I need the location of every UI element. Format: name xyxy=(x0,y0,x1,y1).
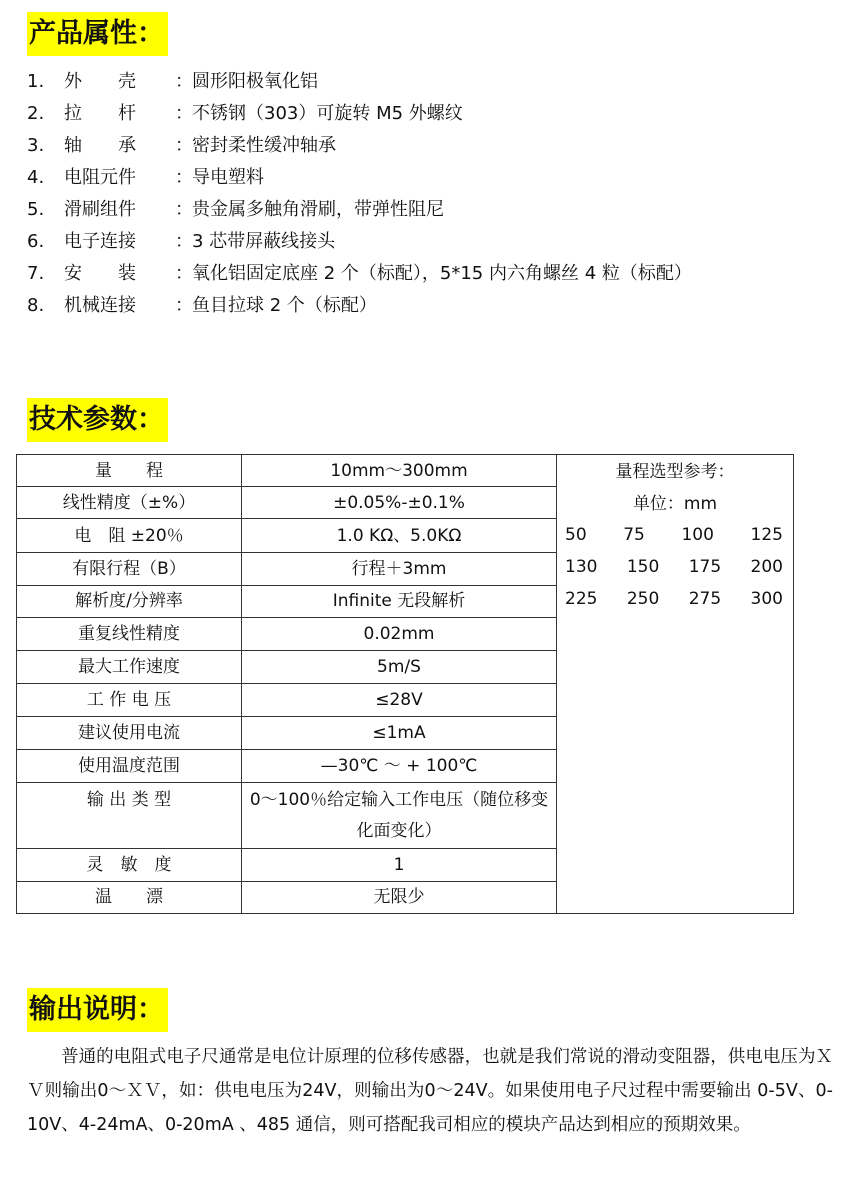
list-item: 3. 轴 承 ： 密封柔性缓冲轴承 xyxy=(27,130,827,162)
item-label: 机械连接 xyxy=(64,295,136,316)
properties-list xyxy=(27,66,827,322)
item-number: 8. xyxy=(27,295,45,316)
item-value: 不锈钢（303）可旋转 M5 外螺纹 xyxy=(192,103,463,124)
param-name: 解析度/分辨率 xyxy=(17,585,242,617)
range-ref-unit: 单位：mm xyxy=(632,494,718,514)
item-value: 氧化铝固定底座 2 个（标配），5*15 内六角螺丝 4 粒（标配） xyxy=(192,263,692,284)
param-name: 线性精度（±%） xyxy=(17,487,242,519)
param-value: 0～100％给定输入工作电压（随位移变化面变化） xyxy=(242,783,557,849)
range-value: 75 xyxy=(623,525,645,545)
item-value: 密封柔性缓冲轴承 xyxy=(192,135,336,156)
item-value: 圆形阳极氧化铝 xyxy=(192,71,318,92)
item-number: 5. xyxy=(27,199,45,220)
range-ref-row xyxy=(557,583,793,615)
item-label: 轴 承 xyxy=(64,135,136,156)
heading-product-properties: 产品属性： xyxy=(27,12,168,56)
range-value: 125 xyxy=(750,525,783,545)
tech-params-table xyxy=(16,454,794,914)
range-ref-row xyxy=(557,551,793,583)
param-name: 重复线性精度 xyxy=(17,618,242,651)
heading-output-description: 输出说明： xyxy=(27,988,168,1032)
range-value: 130 xyxy=(565,557,598,577)
item-value: 导电塑料 xyxy=(192,167,264,188)
item-label: 拉 杆 xyxy=(64,103,136,124)
item-number: 7. xyxy=(27,263,45,284)
param-value: 无限少 xyxy=(242,881,557,913)
item-label: 滑刷组件 xyxy=(64,199,136,220)
range-value: 300 xyxy=(750,589,783,609)
param-value: ≤1mA xyxy=(242,716,557,749)
range-value: 200 xyxy=(750,557,783,577)
param-name: 量 程 xyxy=(17,455,242,487)
item-value: 贵金属多触角滑刷，带弹性阻尼 xyxy=(192,199,444,220)
item-number: 6. xyxy=(27,231,45,252)
param-name: 输 出 类 型 xyxy=(17,783,242,849)
range-ref-title: 量程选型参考： xyxy=(615,462,735,482)
heading-tech-params: 技术参数： xyxy=(27,398,168,442)
item-number: 3. xyxy=(27,135,45,156)
list-item: 6. 电子连接 ： 3 芯带屏蔽线接头 xyxy=(27,226,827,258)
list-item: 1. 外 壳 ： 圆形阳极氧化铝 xyxy=(27,66,827,98)
range-value: 275 xyxy=(688,589,722,609)
param-name: 建议使用电流 xyxy=(17,716,242,749)
item-value: 3 芯带屏蔽线接头 xyxy=(192,231,336,252)
param-name: 使用温度范围 xyxy=(17,749,242,782)
item-number: 2. xyxy=(27,103,45,124)
item-label: 电阻元件 xyxy=(64,167,136,188)
table-row xyxy=(17,455,794,487)
output-description-paragraph xyxy=(27,1040,833,1142)
param-value: 1 xyxy=(242,849,557,881)
param-name: 最大工作速度 xyxy=(17,651,242,684)
item-label: 安 装 xyxy=(64,263,136,284)
list-item: 4. 电阻元件 ： 导电塑料 xyxy=(27,162,827,194)
item-label: 外 壳 xyxy=(64,71,136,92)
range-value: 175 xyxy=(688,557,722,577)
list-item: 2. 拉 杆 ： 不锈钢（303）可旋转 M5 外螺纹 xyxy=(27,98,827,130)
param-value: ≤28V xyxy=(242,684,557,716)
param-value: 10mm～300mm xyxy=(242,455,557,487)
param-name: 有限行程（B） xyxy=(17,552,242,585)
list-item: 7. 安 装 ： 氧化铝固定底座 2 个（标配），5*15 内六角螺丝 4 粒（标配） xyxy=(27,258,827,290)
range-value: 150 xyxy=(626,557,660,577)
range-value: 250 xyxy=(626,589,660,609)
item-number: 1. xyxy=(27,71,45,92)
range-value: 225 xyxy=(565,589,598,609)
range-reference-cell xyxy=(557,455,794,914)
list-item: 5. 滑刷组件 ： 贵金属多触角滑刷，带弹性阻尼 xyxy=(27,194,827,226)
param-name: 灵 敏 度 xyxy=(17,849,242,881)
param-value: 1.0 KΩ、5.0KΩ xyxy=(242,519,557,552)
param-value: —30℃ ～ + 100℃ xyxy=(242,749,557,782)
param-name: 工 作 电 压 xyxy=(17,684,242,716)
param-value: Infinite 无段解析 xyxy=(242,585,557,617)
item-number: 4. xyxy=(27,167,45,188)
param-value: ±0.05%-±0.1% xyxy=(242,487,557,519)
item-label: 电子连接 xyxy=(64,231,136,252)
param-value: 0.02mm xyxy=(242,618,557,651)
range-value: 50 xyxy=(565,525,587,545)
range-value: 100 xyxy=(681,525,714,545)
range-ref-row xyxy=(557,519,793,551)
param-name: 电 阻 ±20％ xyxy=(17,519,242,552)
item-value: 鱼目拉球 2 个（标配） xyxy=(192,295,377,316)
param-value: 行程＋3mm xyxy=(242,552,557,585)
param-name: 温 漂 xyxy=(17,881,242,913)
output-description-text: 普通的电阻式电子尺通常是电位计原理的位移传感器，也就是我们常说的滑动变阻器，供电电压为ＸＶ则输出0～ＸＶ，如：供电电压为24V，则输出为0～24V。如果使用电子尺过程中需要输出 0-5V、0-10V、4-24mA、0-20mA 、485 通信，则可搭配我司相应的模块产品达到相应的预期效果。 xyxy=(27,1047,833,1135)
param-value: 5m/S xyxy=(242,651,557,684)
list-item: 8. 机械连接 ： 鱼目拉球 2 个（标配） xyxy=(27,290,827,322)
